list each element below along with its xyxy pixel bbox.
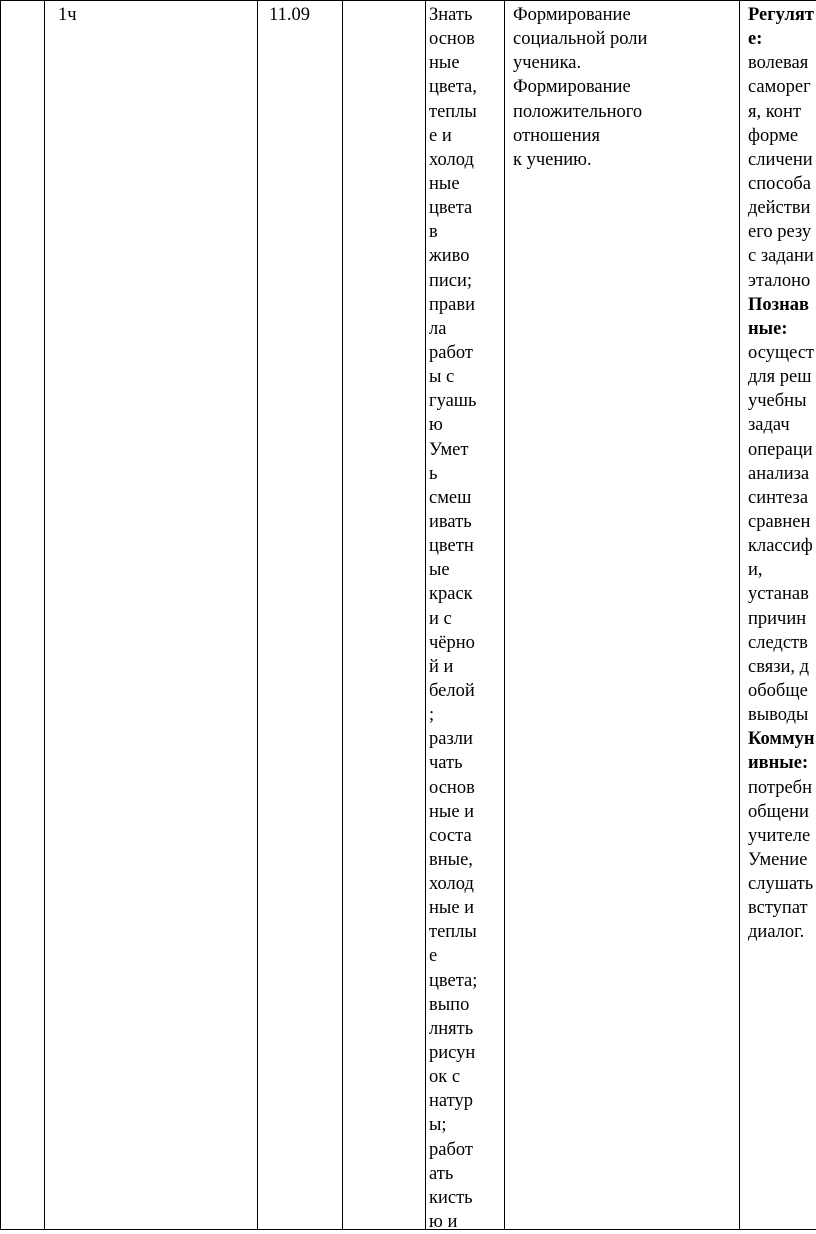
knowledge-line: и с [429, 608, 452, 629]
knowledge-line: лнять [429, 1018, 474, 1039]
knowledge-line: ю [429, 415, 443, 436]
knowledge-line: чёрно [429, 632, 475, 653]
column-divider [257, 0, 258, 1230]
uud-line: следств [748, 632, 808, 653]
knowledge-line: прави [429, 294, 475, 315]
knowledge-line: кисть [429, 1187, 473, 1208]
column-divider [504, 0, 505, 1230]
uud-line: сличени [748, 149, 813, 170]
personal-results-cell [513, 3, 647, 172]
uud-line: я, конт [748, 101, 802, 122]
uud-line: его резу [748, 222, 812, 243]
uud-line: слушать [748, 874, 814, 895]
knowledge-line: ю и [429, 1212, 458, 1233]
uud-line: обобще [748, 680, 808, 701]
uud-line: потребн [748, 777, 812, 798]
knowledge-line: разли [429, 729, 473, 750]
knowledge-line: ы с [429, 367, 455, 388]
personal-line: отношения [513, 125, 601, 146]
uud-line: причин [748, 608, 807, 629]
uud-line: учителе [748, 825, 811, 846]
knowledge-line: соста [429, 825, 472, 846]
uud-line: саморег [748, 77, 811, 98]
personal-line: к учению. [513, 149, 592, 170]
knowledge-line: ые [429, 560, 450, 581]
knowledge-line: чать [429, 753, 463, 774]
knowledge-line: цвета, [429, 77, 477, 98]
knowledge-line: ные [429, 53, 460, 74]
column-divider [739, 0, 740, 1230]
knowledge-line: цвета; [429, 970, 478, 991]
knowledge-line: ; [429, 705, 435, 726]
uud-line: способа [748, 173, 811, 194]
knowledge-line: е и [429, 125, 452, 146]
knowledge-line: ные и [429, 801, 475, 822]
uud-line: выводы [748, 705, 809, 726]
uud-line: форме [748, 125, 799, 146]
knowledge-line: ь [429, 463, 438, 484]
uud-line: учебны [748, 391, 807, 412]
uud-line: классиф [748, 536, 813, 557]
knowledge-line: Умет [429, 439, 469, 460]
knowledge-line: работ [429, 342, 473, 363]
knowledge-line: Знать [429, 5, 473, 25]
uud-line: анализа [748, 463, 810, 484]
uud-line: сравнен [748, 511, 811, 532]
knowledge-line: белой [429, 680, 475, 701]
knowledge-line: живо [429, 246, 470, 267]
uud-line: Умение [748, 849, 808, 870]
knowledge-line: цветн [429, 536, 474, 557]
uud-line: ивные: [748, 753, 809, 774]
uud-line: и, [748, 560, 763, 581]
table-bottom-border [0, 1229, 816, 1230]
date-cell [269, 3, 310, 27]
knowledge-line: основ [429, 29, 475, 50]
knowledge-line: холод [429, 874, 474, 895]
table-top-border [0, 0, 816, 1]
uud-line: вступат [748, 898, 808, 919]
knowledge-line: е [429, 946, 438, 967]
knowledge-line: ла [429, 318, 447, 339]
uud-line: ные: [748, 318, 788, 339]
knowledge-line: краск [429, 584, 473, 605]
knowledge-line: вные, [429, 849, 473, 870]
learning-actions-cell [748, 3, 816, 944]
personal-line: положительного [513, 101, 643, 122]
knowledge-skills-cell [429, 3, 477, 1234]
knowledge-line: ивать [429, 511, 472, 532]
uud-line: диалог. [748, 922, 805, 943]
knowledge-line: основ [429, 777, 475, 798]
hours-text: 1ч [58, 5, 77, 25]
column-divider [0, 0, 1, 1230]
knowledge-line: ать [429, 1163, 454, 1184]
knowledge-line: рисун [429, 1043, 476, 1064]
hours-cell [58, 3, 77, 27]
knowledge-line: натур [429, 1091, 473, 1112]
knowledge-line: й и [429, 656, 454, 677]
uud-line: Коммун [748, 729, 815, 750]
uud-line: для реш [748, 367, 812, 388]
knowledge-line: ные [429, 173, 460, 194]
knowledge-line: смеш [429, 487, 472, 508]
knowledge-line: цвета [429, 198, 473, 219]
knowledge-line: теплы [429, 101, 477, 122]
uud-line: действи [748, 198, 811, 219]
uud-line: е: [748, 29, 763, 50]
uud-line: волевая [748, 53, 809, 74]
knowledge-line: выпо [429, 994, 470, 1015]
uud-line: Познав [748, 294, 809, 315]
personal-line: социальной роли [513, 29, 648, 50]
date-text: 11.09 [269, 5, 310, 25]
uud-line: Регулят [748, 5, 814, 25]
personal-line: Формирование [513, 77, 631, 98]
knowledge-line: писи; [429, 270, 473, 291]
knowledge-line: холод [429, 149, 474, 170]
column-divider [342, 0, 343, 1230]
uud-line: с задани [748, 246, 814, 267]
column-divider [425, 0, 426, 1230]
knowledge-line: теплы [429, 922, 477, 943]
personal-line: ученика. [513, 53, 582, 74]
knowledge-line: гуашь [429, 391, 477, 412]
uud-line: осущест [748, 342, 815, 363]
knowledge-line: в [429, 222, 438, 243]
knowledge-line: ок с [429, 1067, 461, 1088]
column-divider [44, 0, 45, 1230]
knowledge-line: работ [429, 1139, 473, 1160]
personal-line: Формирование [513, 5, 631, 25]
uud-line: устанав [748, 584, 809, 605]
knowledge-line: ы; [429, 1115, 447, 1136]
uud-line: общени [748, 801, 809, 822]
uud-line: связи, д [748, 656, 810, 677]
uud-line: операци [748, 439, 813, 460]
knowledge-line: ные и [429, 898, 475, 919]
uud-line: синтеза [748, 487, 809, 508]
uud-line: эталоно [748, 270, 811, 291]
uud-line: задач [748, 415, 790, 436]
